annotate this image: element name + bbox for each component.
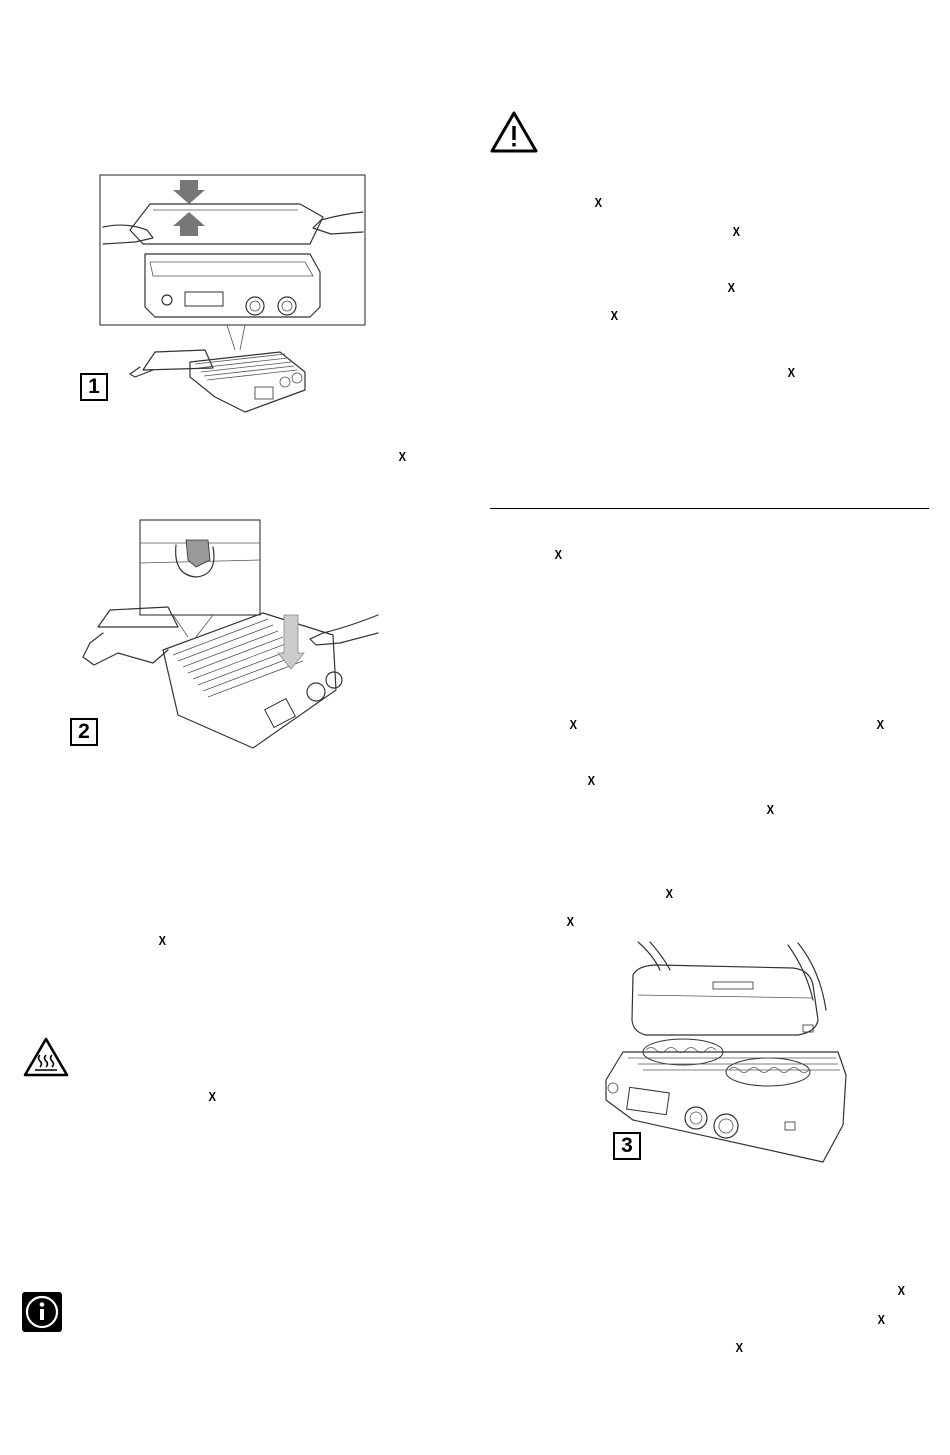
figure-1 <box>95 172 375 422</box>
mark-x: X <box>554 547 563 562</box>
mark-x: X <box>877 1312 886 1327</box>
mark-x: X <box>594 195 603 210</box>
mark-x: X <box>727 280 736 295</box>
mark-x: X <box>566 914 575 929</box>
warning-triangle-icon <box>489 110 539 154</box>
mark-x: X <box>665 886 674 901</box>
mark-x: X <box>398 449 407 464</box>
hot-surface-icon <box>23 1037 69 1077</box>
mark-x: X <box>897 1283 906 1298</box>
mark-x: X <box>158 933 167 948</box>
mark-x: X <box>876 717 885 732</box>
figure-label: 2 <box>70 718 98 746</box>
figure-2 <box>78 515 383 755</box>
mark-x: X <box>787 365 796 380</box>
mark-x: X <box>732 224 741 239</box>
mark-x: X <box>208 1089 217 1104</box>
figure-2-illustration <box>78 515 383 755</box>
mark-x: X <box>610 308 619 323</box>
mark-x: X <box>587 773 596 788</box>
mark-x: X <box>766 802 775 817</box>
figure-label: 1 <box>80 373 108 401</box>
figure-1-illustration <box>95 172 375 422</box>
mark-x: X <box>735 1340 744 1355</box>
mark-x: X <box>569 717 578 732</box>
info-icon <box>22 1292 62 1332</box>
figure-label: 3 <box>613 1132 641 1160</box>
section-divider <box>490 508 929 509</box>
